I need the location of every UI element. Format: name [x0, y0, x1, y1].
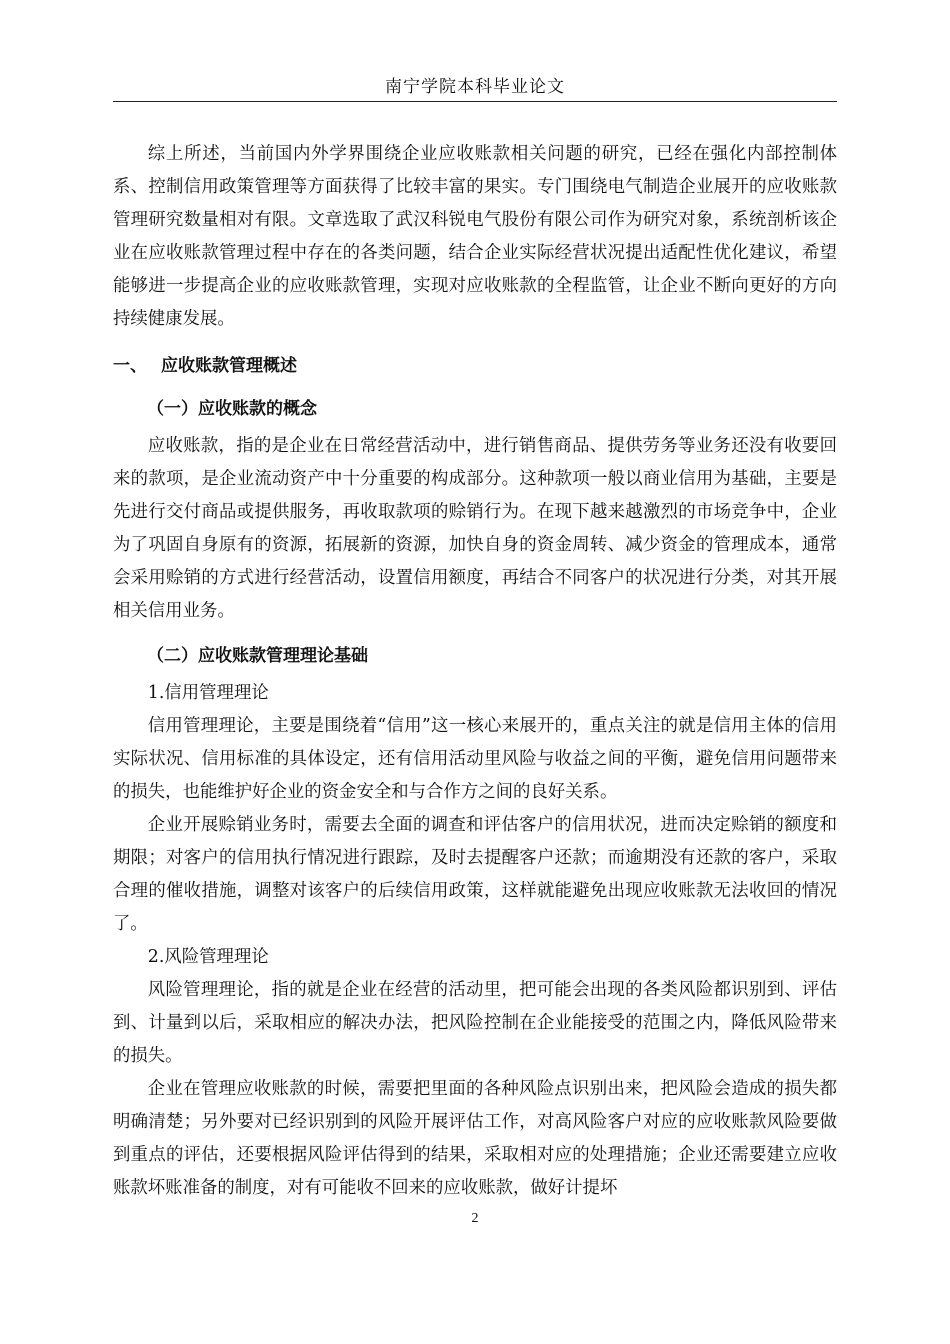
page-number: 2 [471, 1211, 479, 1226]
page-body [113, 138, 837, 1205]
intro-paragraph: 综上所述，当前国内外学界围绕企业应收账款相关问题的研究，已经在强化内部控制体系、控制信用政策管理等方面获得了比较丰富的果实。专门围绕电气制造企业展开的应收账款管理研究数量相对有限。文章选取了武汉科锐电气股份有限公司作为研究对象，系统剖析该企业在应收账款管理过程中存在的各类问题，结合企业实际经营状况提出适配性优化建议，希望能够进一步提高企业的应收账款管理，实现对应收账款的全程监管，让企业不断向更好的方向持续健康发展。 [113, 144, 837, 329]
credit-paragraph-1: 信用管理理论，主要是围绕着“信用”这一核心来展开的，重点关注的就是信用主体的信用实际状况、信用标准的具体设定，还有信用活动里风险与收益之间的平衡，避免信用问题带来的损失，也能维护好企业的资金安全和与合作方之间的良好关系。 [113, 716, 837, 802]
risk-paragraph-1: 风险管理理论，指的就是企业在经营的活动里，把可能会出现的各类风险都识别到、评估到、计量到以后，采取相应的解决办法，把风险控制在企业能接受的范围之内，降低风险带来的损失。 [113, 980, 837, 1066]
running-header: 南宁学院本科毕业论文 [385, 77, 565, 97]
section-number: 一、 [113, 356, 147, 376]
item-heading-risk: 2.风险管理理论 [147, 947, 269, 967]
credit-paragraph-2: 企业开展赊销业务时，需要去全面的调查和评估客户的信用状况，进而决定赊销的额度和期限；对客户的信用执行情况进行跟踪，及时去提醒客户还款；而逾期没有还款的客户，采取合理的催收措施，调整对该客户的后续信用政策，这样就能避免出现应收账款无法收回的情况了。 [113, 815, 837, 934]
subsection-heading-concept: （一）应收账款的概念 [147, 399, 317, 419]
item-heading-credit: 1.信用管理理论 [147, 683, 269, 703]
section-heading [113, 350, 837, 383]
concept-paragraph: 应收账款，指的是企业在日常经营活动中，进行销售商品、提供劳务等业务还没有收要回来的款项，是企业流动资产中十分重要的构成部分。这种款项一般以商业信用为基础，主要是先进行交付商品或提供服务，再收取款项的赊销行为。在现下越来越激烈的市场竞争中，企业为了巩固自身原有的资源，拓展新的资源，加快自身的资金周转、减少资金的管理成本，通常会采用赊销的方式进行经营活动，设置信用额度，再结合不同客户的状况进行分类，对其开展相关信用业务。 [113, 436, 837, 621]
risk-paragraph-2: 企业在管理应收账款的时候，需要把里面的各种风险点识别出来，把风险会造成的损失都明确清楚；另外要对已经识别到的风险开展评估工作，对高风险客户对应的应收账款风险要做到重点的评估，还要根据风险评估得到的结果，采取相对应的处理措施；企业还需要建立应收账款坏账准备的制度，对有可能收不回来的应收账款，做好计提坏 [113, 1079, 837, 1198]
header-divider [113, 101, 837, 102]
section-title: 应收账款管理概述 [161, 356, 297, 376]
subsection-heading-theory: （二）应收账款管理理论基础 [147, 646, 368, 666]
